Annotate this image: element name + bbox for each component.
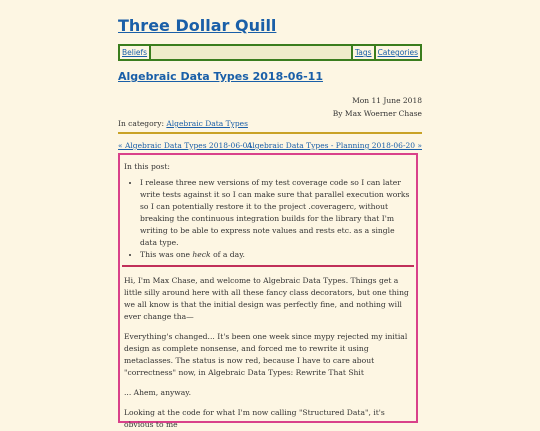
- summary-text: of a day.: [210, 250, 245, 259]
- post-category: [118, 119, 248, 128]
- paragraph: Hi, I'm Max Chase, and welcome to Algebraic Data Types. Things get a little silly around here with all these fancy class decorators, but one thing we all know is that the initial design was perfectly fine, and nothing will ever change tha—: [124, 276, 409, 321]
- paragraph: ... Ahem, anyway.: [124, 388, 191, 397]
- paragraph: Looking at the code for what I'm now calling "Structured Data", it's obvious to me: [124, 408, 385, 429]
- post-meta: [333, 94, 422, 120]
- summary-emphasis: heck: [192, 250, 211, 259]
- summary-text: This was one: [140, 250, 193, 259]
- post-author: By Max Woerner Chase: [332, 109, 422, 118]
- post-date: Mon 11 June 2018: [352, 96, 422, 105]
- post-title[interactable]: Algebraic Data Types 2018-06-11: [118, 70, 323, 83]
- nav-beliefs-link[interactable]: Beliefs: [122, 48, 148, 57]
- summary-list: [124, 177, 412, 261]
- category-prefix: In category:: [118, 119, 164, 128]
- site-title[interactable]: Three Dollar Quill: [118, 16, 277, 35]
- divider: [118, 132, 422, 134]
- list-item: [140, 249, 412, 261]
- next-post-link[interactable]: Algebraic Data Types - Planning 2018-06-20 »: [246, 141, 422, 150]
- post-summary: [124, 161, 412, 261]
- category-link[interactable]: Algebraic Data Types: [166, 119, 248, 128]
- nav-bar: [118, 44, 422, 61]
- nav-categories-link[interactable]: Categories: [377, 48, 418, 57]
- paragraph: Everything's changed... It's been one week since mypy rejected my initial design as complete nonsense, and forced me to rewrite it using metaclasses. The status is now red, because I have to care about "correctness" now, in Algebraic Data Types: Rewrite That Shit: [124, 332, 408, 377]
- list-item: • I release three new versions of my test coverage code so I can later write tests against it so I can make sure that parallel execution works so I can potentially restore it to the project .coveragerc, without breaking the continuous integration builds for the library that I'm writing to be able to express note values and rests etc. as a single data type.: [140, 177, 412, 249]
- summary-divider: [122, 265, 414, 267]
- prev-post-link[interactable]: « Algebraic Data Types 2018-06-04: [118, 141, 253, 150]
- post-content: [118, 153, 418, 429]
- summary-heading: In this post:: [124, 162, 170, 171]
- nav-spacer: [151, 46, 351, 59]
- nav-tags-link[interactable]: Tags: [354, 48, 372, 57]
